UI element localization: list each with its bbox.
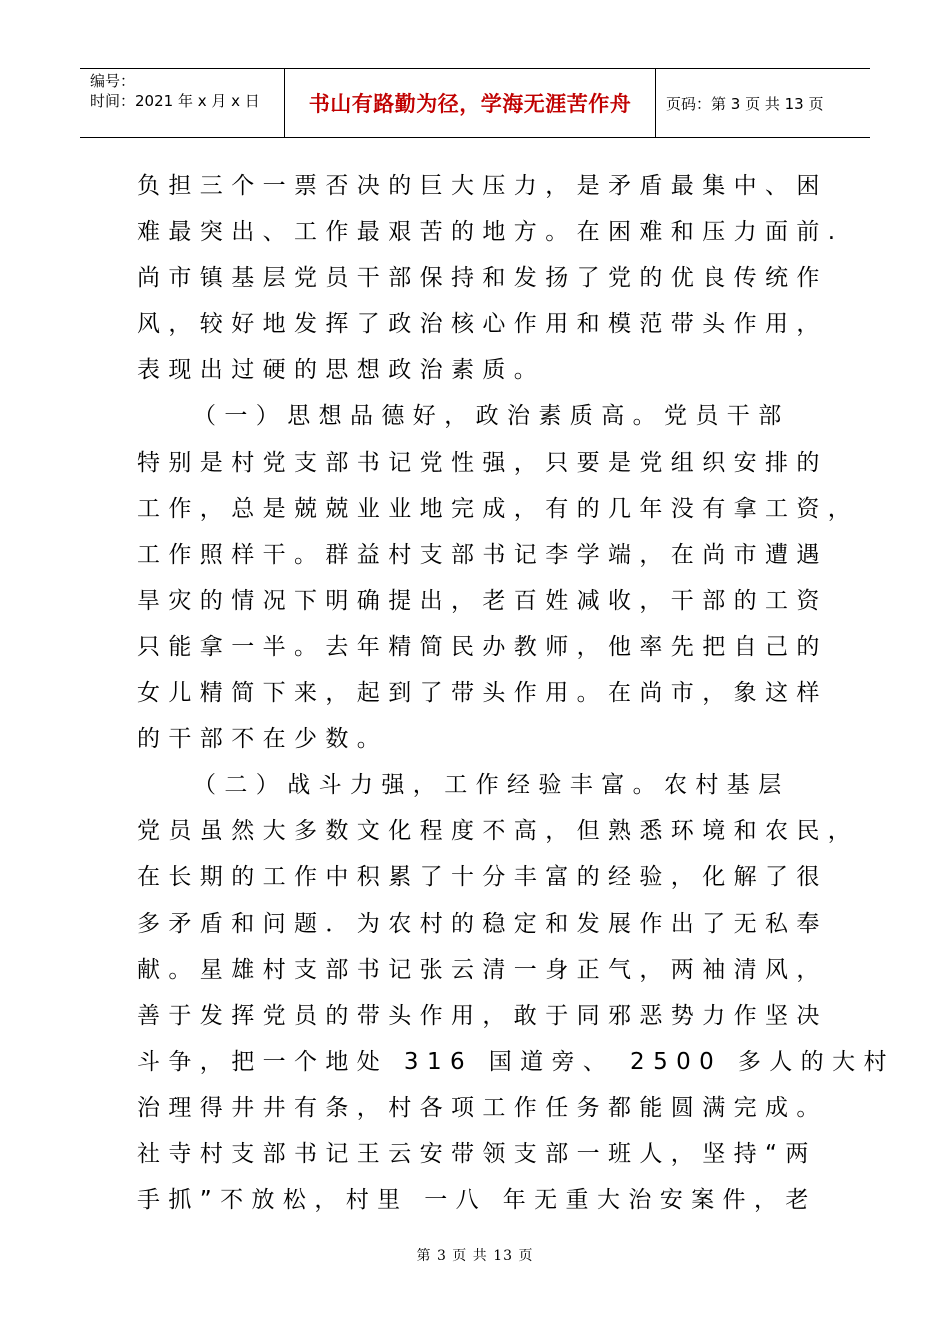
document-number-label: 编号：	[90, 72, 136, 90]
document-time-label: 时间：2021 年 x 月 x 日	[90, 92, 260, 110]
header-page-info: 页码：第 3 页 共 13 页	[666, 94, 824, 113]
header-meta	[80, 69, 284, 137]
text-line: 旱灾的情况下明确提出，老百姓减收，干部的工资	[137, 587, 828, 614]
text-line: 女儿精简下来，起到了带头作用。在尚市，象这样	[137, 680, 828, 707]
text-line: 多矛盾和问题．为农村的稳定和发展作出了无私奉	[137, 910, 828, 937]
text-line: 斗争，把一个地处 316 国道旁、 2500 多人的大村	[137, 1048, 895, 1075]
text-line: 工作照样干。群益村支部书记李学端，在尚市遭遇	[137, 541, 828, 568]
text-line: 特别是村党支部书记党性强，只要是党组织安排的	[137, 449, 828, 476]
header-motto: 书山有路勤为径，学海无涯苦作舟	[308, 92, 632, 116]
text-line: 工作，总是兢兢业业地完成，有的几年没有拿工资，	[137, 495, 860, 522]
page-header	[80, 68, 870, 138]
text-line: 表现出过硬的思想政治素质。	[137, 357, 546, 384]
text-line: 只能拿一半。去年精简民办教师，他率先把自己的	[137, 633, 828, 660]
header-motto-cell	[284, 69, 656, 137]
text-line: 负担三个一票否决的巨大压力，是矛盾最集中、困	[137, 173, 828, 199]
page-footer: 第 3 页 共 13 页	[416, 1248, 534, 1264]
text-line: 献。星雄村支部书记张云清一身正气，两袖清风，	[137, 956, 828, 983]
text-line: 风，较好地发挥了政治核心作用和模范带头作用，	[137, 311, 828, 338]
section-heading-line: （二）战斗力强，工作经验丰富。农村基层	[193, 772, 790, 799]
text-line: 善于发挥党员的带头作用，敢于同邪恶势力作坚决	[137, 1002, 828, 1029]
text-line: 难最突出、工作最艰苦的地方。在困难和压力面前.	[137, 219, 844, 246]
section-heading-line: （一）思想品德好，政治素质高。党员干部	[193, 403, 790, 430]
text-line: 治理得井井有条，村各项工作任务都能圆满完成。	[137, 1094, 828, 1121]
text-line: 的干部不在少数。	[137, 726, 389, 753]
text-line: 社寺村支部书记王云安带领支部一班人，坚持“两	[137, 1140, 817, 1167]
text-line: 党员虽然大多数文化程度不高，但熟悉环境和农民，	[137, 818, 860, 845]
text-line: 在长期的工作中积累了十分丰富的经验，化解了很	[137, 864, 828, 891]
text-line: 尚市镇基层党员干部保持和发扬了党的优良传统作	[137, 265, 828, 292]
text-line: 手抓”不放松，村里 一八 年无重大治安案件，老	[137, 1187, 817, 1214]
document-body	[137, 163, 895, 1223]
